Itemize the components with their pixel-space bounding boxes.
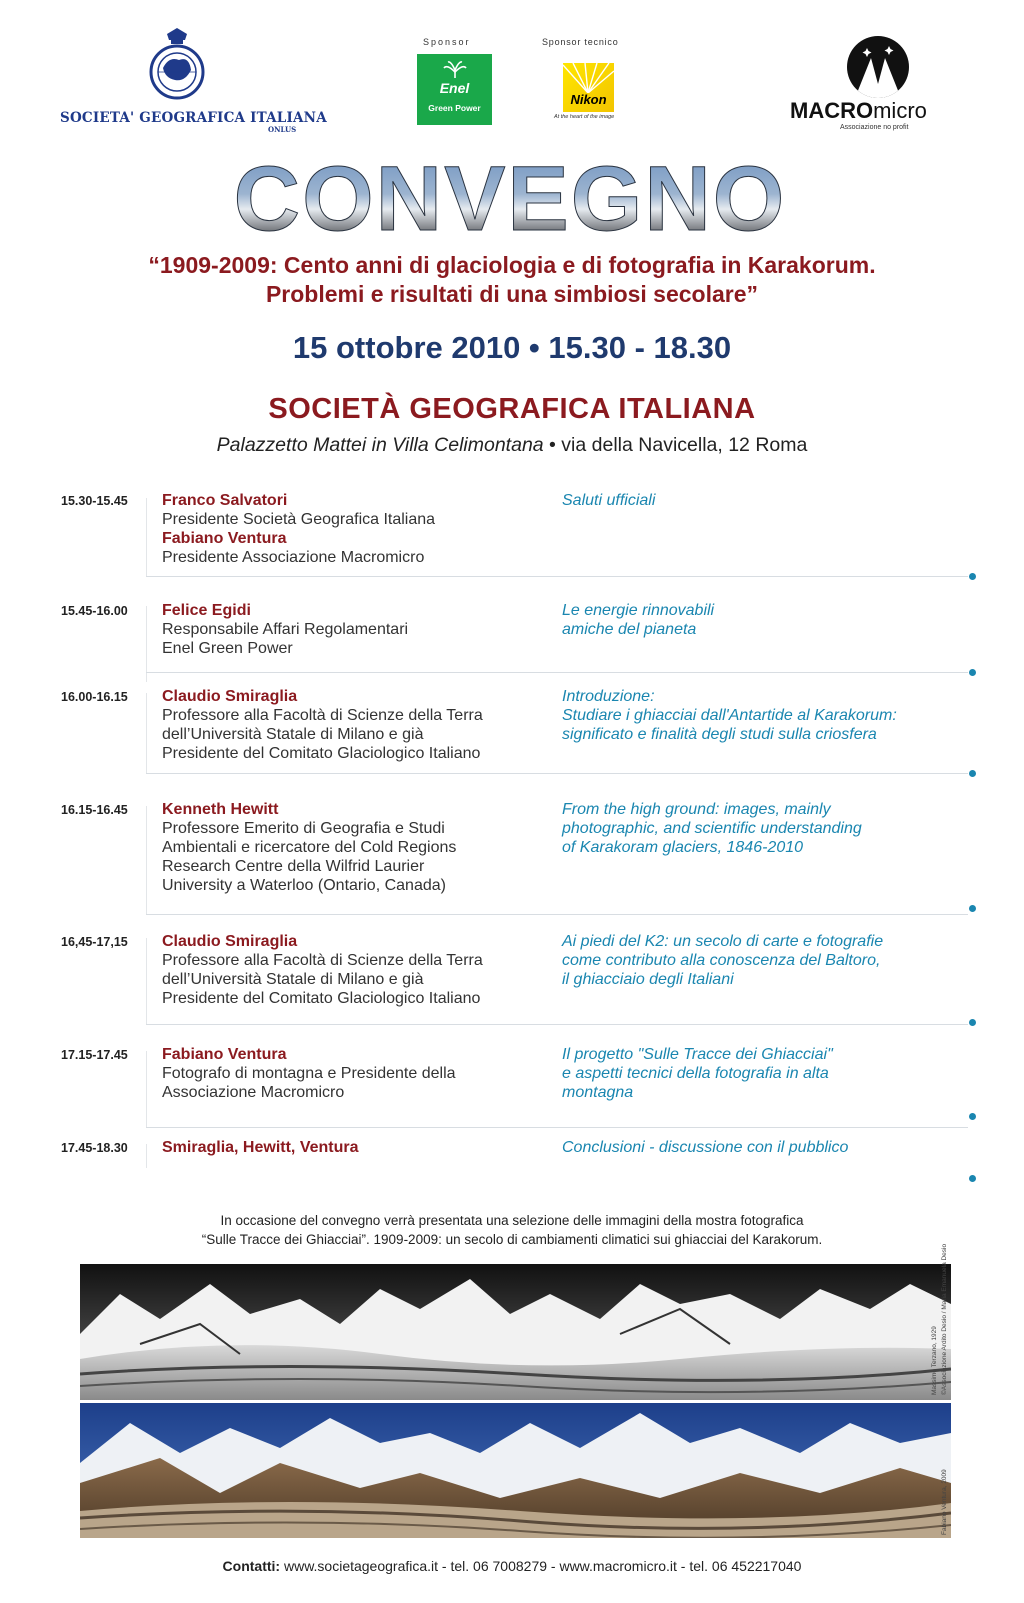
program-speakers bbox=[162, 1138, 532, 1157]
speaker-role: University a Waterloo (Ontario, Canada) bbox=[162, 877, 446, 894]
topic-line: il ghiacciaio degli Italiani bbox=[562, 971, 734, 988]
program-topic bbox=[562, 1045, 962, 1102]
topic-line: From the high ground: images, mainly bbox=[562, 801, 831, 818]
sgi-onlus-text: ONLUS bbox=[268, 125, 297, 134]
program-time: 17.15-17.45 bbox=[61, 1048, 128, 1062]
program-time: 16.00-16.15 bbox=[61, 690, 128, 704]
row-divider bbox=[146, 1051, 147, 1127]
program-topic bbox=[562, 491, 962, 510]
sponsor-tech-label: Sponsor tecnico bbox=[542, 37, 619, 47]
program-time: 15.45-16.00 bbox=[61, 604, 128, 618]
row-bullet-icon bbox=[969, 1019, 976, 1026]
speaker-name: Claudio Smiraglia bbox=[162, 688, 298, 705]
speaker-name: Franco Salvatori bbox=[162, 492, 288, 509]
program-speakers bbox=[162, 491, 532, 567]
topic-line: Le energie rinnovabili bbox=[562, 602, 715, 619]
program-row bbox=[0, 1043, 1024, 1133]
photo-credit-2009: Fabiano Ventura, 2009 bbox=[941, 1469, 948, 1535]
program-row bbox=[0, 1136, 1024, 1186]
row-separator bbox=[146, 576, 968, 577]
program-time: 15.30-15.45 bbox=[61, 494, 128, 508]
enel-flower-icon bbox=[441, 60, 469, 80]
subtitle-line-2: Problemi e risultati di una simbiosi secolare” bbox=[265, 281, 759, 307]
program-row bbox=[0, 930, 1024, 1030]
enel-brand: Enel bbox=[439, 80, 470, 96]
program-speakers bbox=[162, 1045, 532, 1102]
row-separator bbox=[146, 1127, 968, 1128]
program-time: 16.15-16.45 bbox=[61, 803, 128, 817]
exhibition-note bbox=[0, 1211, 1024, 1249]
row-separator bbox=[146, 914, 968, 915]
program-row bbox=[0, 592, 1024, 672]
topic-line: Studiare i ghiacciai dall'Antartide al Karakorum: bbox=[562, 707, 897, 724]
speaker-role: Ambientali e ricercatore del Cold Regions bbox=[162, 839, 457, 856]
event-date: 15 ottobre 2010 • 15.30 - 18.30 bbox=[292, 330, 732, 365]
topic-line: Saluti ufficiali bbox=[562, 492, 656, 509]
speaker-role: Professore alla Facoltà di Scienze della Terra bbox=[162, 707, 483, 724]
topic-line: montagna bbox=[562, 1084, 634, 1101]
speaker-role: Fotografo di montagna e Presidente della bbox=[162, 1065, 456, 1082]
nikon-rays-icon bbox=[563, 63, 614, 93]
row-bullet-icon bbox=[969, 905, 976, 912]
program-row bbox=[0, 685, 1024, 785]
row-divider bbox=[146, 806, 147, 914]
photo-credit-1929-assoc: ©Associazione Ardito Desio / Maria Emanuela Desio bbox=[941, 1243, 948, 1395]
row-divider bbox=[146, 498, 147, 576]
program-speakers bbox=[162, 687, 532, 763]
program-topic bbox=[562, 687, 962, 744]
event-venue: SOCIETÀ GEOGRAFICA ITALIANA bbox=[268, 393, 756, 425]
nikon-brand: Nikon bbox=[570, 92, 607, 107]
conference-subtitle bbox=[0, 251, 1024, 309]
topic-line: significato e finalità degli studi sulla criosfera bbox=[562, 726, 877, 743]
sgi-globe-emblem bbox=[145, 26, 209, 104]
row-bullet-icon bbox=[969, 1175, 976, 1182]
speaker-role: Enel Green Power bbox=[162, 640, 293, 657]
topic-line: Ai piedi del K2: un secolo di carte e fotografie bbox=[562, 933, 884, 950]
program-speakers bbox=[162, 601, 532, 658]
speaker-name: Kenneth Hewitt bbox=[162, 801, 279, 818]
topic-line: of Karakoram glaciers, 1846-2010 bbox=[562, 839, 804, 856]
topic-line: Introduzione: bbox=[562, 688, 655, 705]
panorama-2009-photo bbox=[80, 1403, 951, 1538]
speaker-role: Presidente del Comitato Glaciologico Italiano bbox=[162, 990, 481, 1007]
speaker-role: Professore alla Facoltà di Scienze della Terra bbox=[162, 952, 483, 969]
note-line-1: In occasione del convegno verrà presentata una selezione delle immagini della mostra fotografica bbox=[220, 1213, 804, 1228]
macromicro-sub: Associazione no profit bbox=[840, 124, 909, 131]
speaker-role: Associazione Macromicro bbox=[162, 1084, 345, 1101]
row-bullet-icon bbox=[969, 770, 976, 777]
contacts-footer bbox=[0, 1558, 1024, 1574]
speaker-role: Responsabile Affari Regolamentari bbox=[162, 621, 409, 638]
topic-line: amiche del pianeta bbox=[562, 621, 697, 638]
speaker-role: Presidente Associazione Macromicro bbox=[162, 549, 425, 566]
topic-line: come contributo alla conoscenza del Baltoro, bbox=[562, 952, 881, 969]
program-topic bbox=[562, 800, 962, 857]
contacts-text: www.societageografica.it - tel. 06 7008279 - www.macromicro.it - tel. 06 452217040 bbox=[280, 1558, 802, 1574]
sgi-logo-text: SOCIETA' GEOGRAFICA ITALIANA bbox=[60, 110, 327, 126]
row-bullet-icon bbox=[969, 669, 976, 676]
speaker-name: Felice Egidi bbox=[162, 602, 251, 619]
sponsor-label: Sponsor bbox=[423, 37, 471, 47]
macromicro-mountain-icon bbox=[847, 36, 909, 98]
nikon-logo bbox=[563, 63, 614, 112]
program-time: 16,45-17,15 bbox=[61, 935, 128, 949]
speaker-role: Presidente Società Geografica Italiana bbox=[162, 511, 436, 528]
note-line-2: “Sulle Tracce dei Ghiacciai”. 1909-2009: un secolo di cambiamenti climatici sui ghiacciai del Karakorum. bbox=[201, 1232, 823, 1247]
topic-line: Il progetto "Sulle Tracce dei Ghiacciai" bbox=[562, 1046, 833, 1063]
row-separator bbox=[146, 773, 968, 774]
program-topic bbox=[562, 1138, 962, 1157]
speaker-name: Smiraglia, Hewitt, Ventura bbox=[162, 1139, 359, 1156]
speaker-role: Research Centre della Wilfrid Laurier bbox=[162, 858, 425, 875]
speaker-name: Fabiano Ventura bbox=[162, 530, 287, 547]
event-address: Palazzetto Mattei in Villa Celimontana • via della Navicella, 12 Roma bbox=[216, 434, 808, 456]
row-divider bbox=[146, 1144, 147, 1168]
row-divider bbox=[146, 938, 147, 1024]
program-row bbox=[0, 798, 1024, 918]
program-time: 17.45-18.30 bbox=[61, 1141, 128, 1155]
subtitle-line-1: “1909-2009: Cento anni di glaciologia e di fotografia in Karakorum. bbox=[148, 252, 876, 278]
program-topic bbox=[562, 601, 962, 639]
enel-sub: Green Power bbox=[428, 103, 481, 113]
speaker-name: Fabiano Ventura bbox=[162, 1046, 287, 1063]
convegno-title bbox=[230, 150, 790, 240]
row-separator bbox=[146, 1024, 968, 1025]
enel-green-power-logo bbox=[417, 54, 492, 125]
program-topic bbox=[562, 932, 962, 989]
speaker-role: dell’Università Statale di Milano e già bbox=[162, 971, 424, 988]
topic-line: e aspetti tecnici della fotografia in alta bbox=[562, 1065, 829, 1082]
row-separator bbox=[146, 672, 968, 673]
nikon-tagline: At the heart of the image bbox=[554, 114, 615, 120]
topic-line: photographic, and scientific understanding bbox=[562, 820, 862, 837]
program-speakers bbox=[162, 800, 532, 895]
svg-text:CONVEGNO: CONVEGNO bbox=[233, 150, 787, 240]
program-row bbox=[0, 478, 1024, 578]
speaker-role: Professore Emerito di Geografia e Studi bbox=[162, 820, 445, 837]
row-bullet-icon bbox=[969, 1113, 976, 1120]
macromicro-logo-text: MACROmicro bbox=[790, 98, 927, 123]
row-divider bbox=[146, 693, 147, 773]
topic-line: Conclusioni - discussione con il pubblico bbox=[562, 1139, 849, 1156]
photo-credit-1929: Massimo Terzano, 1929 bbox=[931, 1326, 938, 1395]
speaker-role: Presidente del Comitato Glaciologico Italiano bbox=[162, 745, 481, 762]
speaker-name: Claudio Smiraglia bbox=[162, 933, 298, 950]
speaker-role: dell’Università Statale di Milano e già bbox=[162, 726, 424, 743]
row-bullet-icon bbox=[969, 573, 976, 580]
row-divider bbox=[146, 606, 147, 682]
program-speakers bbox=[162, 932, 532, 1008]
panorama-1929-photo bbox=[80, 1264, 951, 1400]
contacts-label: Contatti: bbox=[222, 1558, 281, 1574]
